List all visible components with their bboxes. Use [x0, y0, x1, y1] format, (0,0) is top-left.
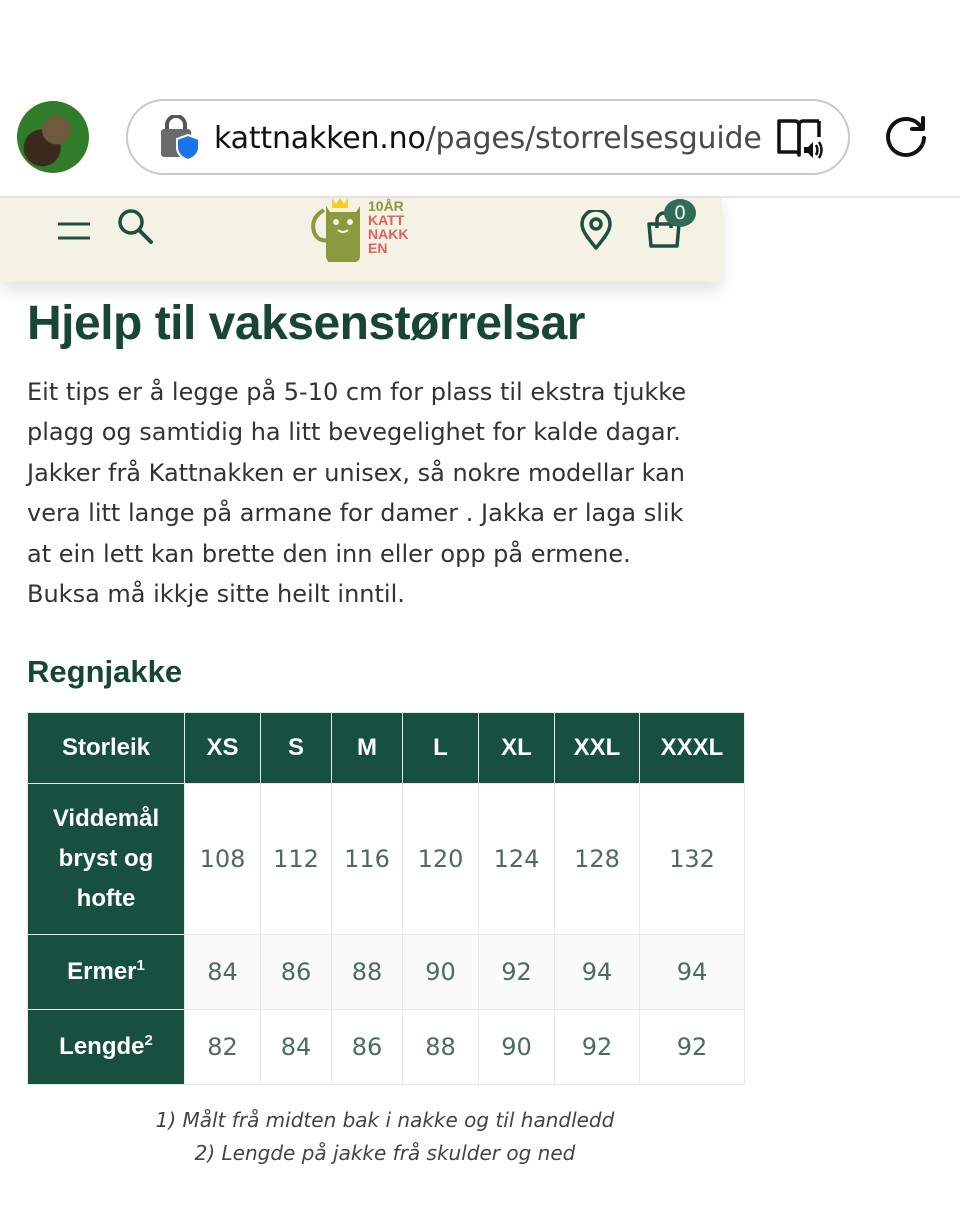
- row-header-line: bryst og: [58, 845, 154, 872]
- page-title: Hjelp til vaksenstørrelsar: [27, 297, 585, 350]
- logo-line3: NAKK: [368, 226, 409, 242]
- row-header-line: Viddemål: [52, 805, 160, 832]
- browser-toolbar: [0, 0, 960, 198]
- url-text[interactable]: [214, 119, 762, 159]
- kattnakken-logo[interactable]: [304, 196, 424, 266]
- footnote: 1) Målt frå midten bak i nakke og til handledd: [155, 1108, 615, 1132]
- table-cell: 88: [403, 1010, 479, 1085]
- intro-line: Eit tips er å legge på 5-10 cm for plass til ekstra tjukke: [27, 378, 687, 406]
- lock-shield-icon[interactable]: [158, 115, 202, 161]
- row-header-label: Lengde: [59, 1033, 145, 1060]
- table-cell: 128: [555, 784, 640, 935]
- table-cell: 88: [332, 935, 403, 1010]
- location-pin-icon[interactable]: [578, 210, 614, 250]
- table-cell: 92: [479, 935, 555, 1010]
- footnote: 2) Lengde på jakke frå skulder og ned: [194, 1141, 576, 1165]
- intro-line: vera litt lange på armane for damer . Jakka er laga slik: [27, 499, 684, 528]
- row-header-label: Ermer: [67, 958, 137, 985]
- intro-line: Buksa må ikkje sitte heilt inntil.: [27, 580, 405, 609]
- logo-line2: KATT: [368, 212, 405, 228]
- intro-line: plagg og samtidig ha litt bevegelighet for kalde dagar.: [27, 418, 681, 447]
- reload-icon[interactable]: [883, 115, 929, 161]
- table-cell: 124: [479, 784, 555, 935]
- table-cell: 82: [185, 1010, 261, 1085]
- read-aloud-icon[interactable]: [776, 117, 824, 161]
- table-cell: 86: [332, 1010, 403, 1085]
- address-bar[interactable]: [126, 99, 850, 175]
- size-header-s: S: [261, 713, 332, 784]
- table-cell: 84: [185, 935, 261, 1010]
- site-header: [0, 198, 722, 282]
- logo-line4: EN: [368, 240, 388, 256]
- table-cell: 108: [185, 784, 261, 935]
- size-header-m: M: [332, 713, 403, 784]
- intro-text: [27, 372, 727, 614]
- footnote-marker: 2: [144, 1032, 153, 1049]
- table-cell: 94: [640, 935, 745, 1010]
- profile-avatar[interactable]: [17, 101, 89, 173]
- row-header-sleeves: [28, 935, 185, 1010]
- table-row: [28, 1010, 745, 1085]
- footnotes: [0, 1104, 770, 1170]
- size-header-l: L: [403, 713, 479, 784]
- size-table: [27, 712, 745, 1085]
- cart-count-badge[interactable]: 0: [664, 199, 696, 227]
- logo-line1: 10ÅR: [368, 198, 404, 214]
- table-cell: 94: [555, 935, 640, 1010]
- size-header-row: [28, 713, 745, 784]
- size-header-xs: XS: [185, 713, 261, 784]
- table-cell: 112: [261, 784, 332, 935]
- table-cell: 92: [555, 1010, 640, 1085]
- section-title: Regnjakke: [27, 654, 183, 689]
- table-cell: 132: [640, 784, 745, 935]
- table-cell: 92: [640, 1010, 745, 1085]
- table-cell: 120: [403, 784, 479, 935]
- table-cell: 86: [261, 935, 332, 1010]
- table-row: [28, 784, 745, 935]
- size-header-xl: XL: [479, 713, 555, 784]
- table-cell: 116: [332, 784, 403, 935]
- size-header-xxl: XXL: [555, 713, 640, 784]
- table-corner-header: Storleik: [28, 713, 185, 784]
- search-icon[interactable]: [116, 207, 154, 245]
- intro-line: at ein lett kan brette den inn eller opp på ermene.: [27, 539, 631, 568]
- size-header-xxxl: XXXL: [640, 713, 745, 784]
- url-host: kattnakken.no: [214, 121, 426, 156]
- row-header-line: hofte: [76, 885, 136, 912]
- footnote-marker: 1: [136, 957, 145, 974]
- menu-icon[interactable]: [58, 220, 90, 242]
- table-cell: 84: [261, 1010, 332, 1085]
- table-cell: 90: [403, 935, 479, 1010]
- table-cell: 90: [479, 1010, 555, 1085]
- cat-mascot-icon: [304, 196, 424, 266]
- row-header-length: [28, 1010, 185, 1085]
- table-row: [28, 935, 745, 1010]
- row-header-width: [28, 784, 185, 935]
- url-path: /pages/storrelsesguide: [425, 121, 762, 156]
- intro-line: Jakker frå Kattnakken er unisex, så nokre modellar kan: [27, 458, 685, 487]
